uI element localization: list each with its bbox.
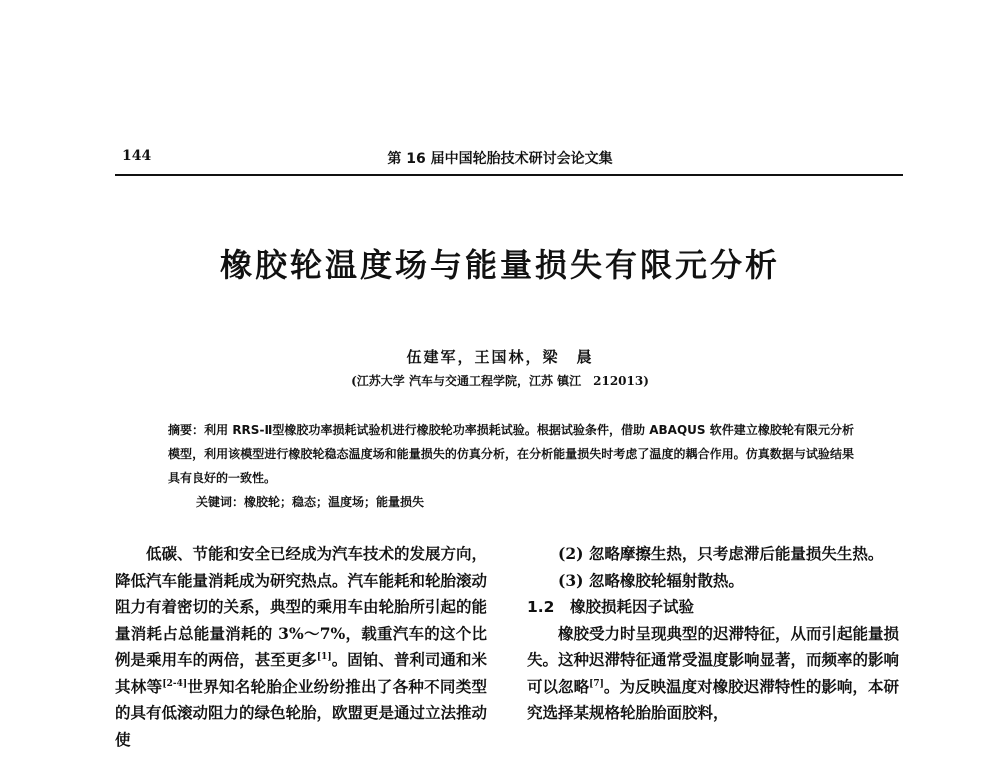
paper-title: 橡胶轮温度场与能量损失有限元分析 bbox=[219, 246, 780, 284]
abstract-label: 摘要： bbox=[168, 423, 205, 437]
paragraph-text: 低碳、节能和安全已经成为汽车技术的发展方向，降低汽车能量消耗成为研究热点。汽车能耗和轮胎滚动阻力有着密切的关系，典型的乘用车由轮胎所引起的能量消耗占总能量消耗的 3%～7%，载重汽车的这个比例是乘用车的两倍，甚至更多 bbox=[115, 544, 488, 669]
abstract bbox=[168, 418, 854, 490]
paragraph bbox=[115, 541, 487, 753]
paragraph: (2) 忽略摩擦生热，只考虑滞后能量损失生热。 bbox=[558, 544, 884, 563]
paragraph-text: 。固铂、普利司通和米其林等 bbox=[115, 650, 487, 696]
section-heading: 1.2 橡胶损耗因子试验 bbox=[527, 598, 694, 616]
keywords-text: 橡胶轮；稳态；温度场；能量损失 bbox=[244, 495, 425, 509]
citation: [1] bbox=[316, 651, 332, 662]
abstract-text: 利用 RRS-Ⅱ型橡胶功率损耗试验机进行橡胶轮功率损耗试验。根据试验条件，借助 ABAQUS 软件建立橡胶轮有限元分析模型，利用该模型进行橡胶轮稳态温度场和能量损失的仿真分析，在分析能量损失时考虑了温度的耦合作用。仿真数据与试验结果具有良好的一致性。 bbox=[168, 423, 854, 485]
running-header: 第 16 届中国轮胎技术研讨会论文集 bbox=[387, 151, 613, 167]
body-column-right bbox=[527, 541, 899, 727]
paragraph: (3) 忽略橡胶轮辐射散热。 bbox=[558, 570, 744, 590]
header-rule bbox=[115, 174, 903, 176]
paragraph-text: 。为反映温度对橡胶迟滞特性的影响，本研究选择某规格轮胎胎面胶料， bbox=[527, 676, 899, 722]
paragraph-text: 世界知名轮胎企业纷纷推出了各种不同类型的具有低滚动阻力的绿色轮胎，欧盟更是通过立法推动使 bbox=[115, 676, 488, 749]
affiliation: (江苏大学 汽车与交通工程学院，江苏 镇江 212013) bbox=[351, 374, 649, 388]
page-number: 144 bbox=[122, 148, 152, 164]
citation: [2-4] bbox=[162, 678, 188, 689]
citation: [7] bbox=[589, 678, 604, 689]
authors: 伍建军，王国林，梁 晨 bbox=[406, 348, 594, 366]
keywords-label: 关键词： bbox=[196, 495, 245, 509]
keywords bbox=[196, 490, 856, 514]
paragraph bbox=[527, 621, 899, 727]
body-column-left bbox=[115, 541, 487, 753]
paragraph-text: 橡胶受力时呈现典型的迟滞特征，从而引起能量损失。这种迟滞特征通常受温度影响显著，而频率的影响可以忽略 bbox=[527, 623, 900, 696]
